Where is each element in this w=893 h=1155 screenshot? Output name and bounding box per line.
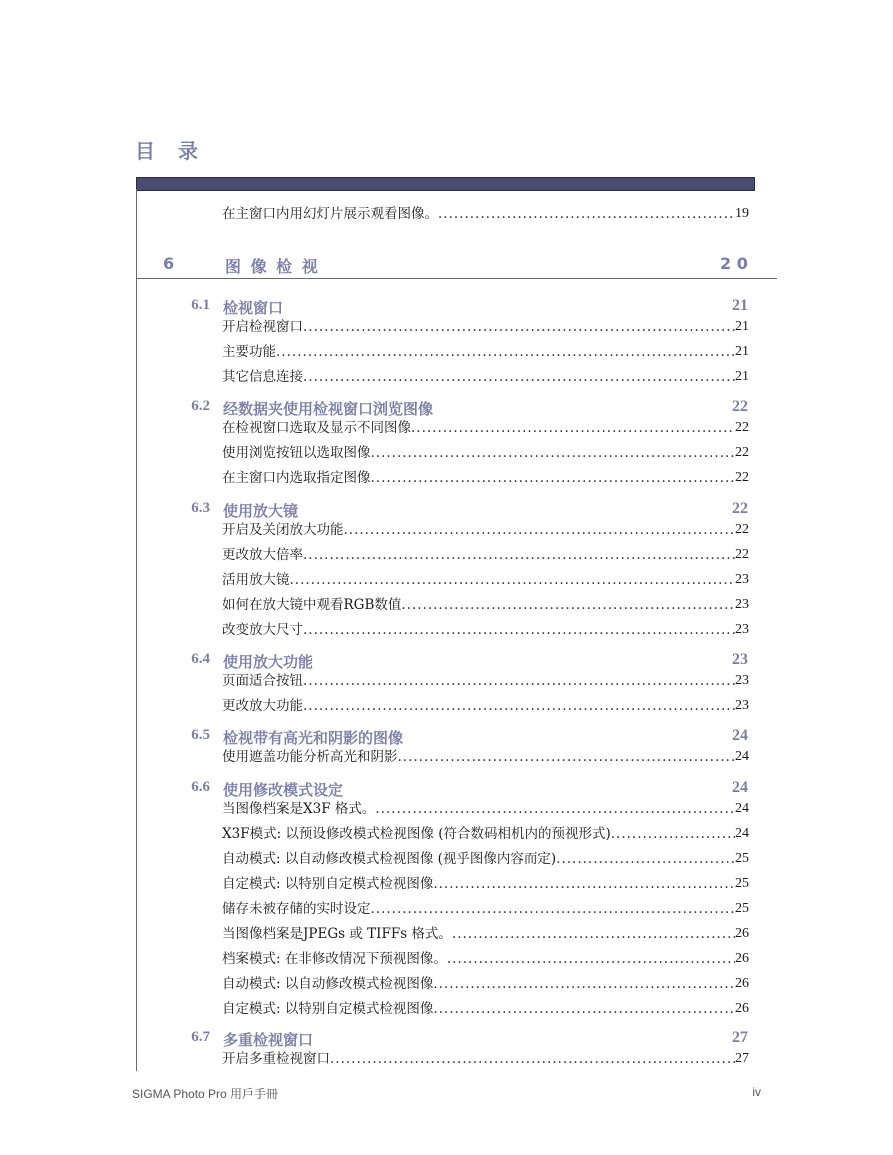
toc-entry-page: 25 [735, 851, 749, 866]
dot-leader [433, 1000, 735, 1018]
toc-entry-text: 当图像档案是JPEGs 或 TIFFs 格式。 [222, 926, 452, 942]
dot-leader [290, 571, 736, 589]
toc-entry[interactable] [222, 946, 749, 968]
dot-leader [303, 697, 735, 715]
toc-entry-text: 开启多重检视窗口 [222, 1051, 330, 1067]
toc-entry-page: 23 [735, 572, 749, 587]
dot-leader [371, 444, 736, 462]
toc-entry-page: 24 [735, 749, 749, 764]
section-number: 6.4 [191, 651, 210, 667]
chapter-title[interactable]: 图 像 检 视 [225, 257, 320, 276]
section-title[interactable]: 检视带有高光和阴影的图像 [223, 729, 404, 747]
toc-entry[interactable] [222, 567, 749, 589]
dot-leader [303, 621, 735, 639]
footer-title: SIGMA Photo Pro 用戶手冊 [132, 1087, 279, 1101]
section-title[interactable]: 使用放大功能 [223, 653, 314, 671]
toc-entry[interactable] [222, 517, 749, 539]
section-page: 23 [732, 651, 748, 668]
dot-leader [438, 205, 735, 223]
toc-entry-text: 开启检视窗口 [222, 319, 303, 335]
toc-entry-text: 更改放大倍率 [222, 547, 303, 563]
toc-entry-page: 26 [735, 951, 749, 966]
toc-entry-text: 主要功能 [222, 344, 276, 360]
toc-entry-text: 开启及关闭放大功能 [222, 522, 344, 538]
left-rule [136, 189, 137, 1071]
toc-entry[interactable] [222, 971, 749, 993]
toc-entry[interactable] [222, 617, 749, 639]
section-title[interactable]: 使用修改模式设定 [223, 781, 344, 799]
toc-entry-page: 19 [735, 206, 749, 221]
toc-entry[interactable] [222, 668, 749, 690]
section-page: 22 [732, 500, 748, 517]
dot-leader [433, 875, 735, 893]
dot-leader [303, 672, 735, 690]
dot-leader [276, 343, 735, 361]
toc-entry-text: 使用浏览按钮以选取图像 [222, 445, 371, 461]
section-number: 6.6 [191, 779, 210, 795]
dot-leader [371, 900, 736, 918]
toc-entry-text: 活用放大镜 [222, 572, 290, 588]
chapter-number: 6 [163, 254, 175, 273]
toc-entry[interactable] [222, 339, 749, 361]
section-page: 21 [732, 297, 748, 314]
chapter-rule [136, 278, 777, 279]
section-title[interactable]: 使用放大镜 [223, 502, 299, 520]
toc-entry-text: 自动模式: 以自动修改模式检视图像 (视乎图像内容而定) [222, 851, 557, 867]
toc-entry-text: 在主窗口内用幻灯片展示观看图像。 [222, 206, 438, 222]
toc-entry[interactable] [222, 592, 749, 614]
section-page: 24 [732, 779, 748, 796]
dot-leader [375, 800, 735, 818]
toc-entry-text: 其它信息连接 [222, 369, 303, 385]
toc-entry-page: 26 [735, 976, 749, 991]
toc-entry-text: 自定模式: 以特别自定模式检视图像 [222, 1001, 434, 1017]
dot-leader [556, 850, 735, 868]
toc-entry[interactable] [222, 871, 749, 893]
toc-entry-text: 如何在放大镜中观看RGB数值 [222, 597, 402, 613]
toc-entry-text: 改变放大尺寸 [222, 622, 303, 638]
footer-page-number: iv [752, 1085, 761, 1099]
toc-entry[interactable] [222, 796, 749, 818]
toc-entry[interactable] [222, 744, 749, 766]
toc-entry[interactable] [222, 921, 749, 943]
toc-entry-page: 24 [735, 801, 749, 816]
toc-entry-text: 自动模式: 以自动修改模式检视图像 [222, 976, 434, 992]
toc-entry[interactable] [222, 846, 749, 868]
section-page: 22 [732, 398, 748, 415]
section-page: 27 [732, 1029, 748, 1046]
toc-entry[interactable] [222, 364, 749, 386]
dot-leader [433, 975, 735, 993]
toc-entry[interactable] [222, 1046, 749, 1068]
section-number: 6.5 [191, 727, 210, 743]
dot-leader [303, 546, 735, 564]
section-title[interactable]: 多重检视窗口 [223, 1031, 314, 1049]
toc-entry-text: 使用遮盖功能分析高光和阴影 [222, 749, 398, 765]
section-number: 6.3 [191, 500, 210, 516]
toc-entry-page: 26 [735, 926, 749, 941]
section-number: 6.7 [191, 1029, 210, 1045]
toc-entry-text: 自定模式: 以特别自定模式检视图像 [222, 876, 434, 892]
toc-entry-page: 21 [735, 369, 749, 384]
page-title: 目 录 [135, 139, 206, 163]
dot-leader [303, 368, 735, 386]
toc-entry-page: 23 [735, 673, 749, 688]
toc-entry-page: 25 [735, 901, 749, 916]
header-bar [136, 177, 755, 191]
toc-entry-page: 25 [735, 876, 749, 891]
toc-entry-page: 23 [735, 597, 749, 612]
toc-entry[interactable] [222, 896, 749, 918]
toc-entry[interactable] [222, 542, 749, 564]
dot-leader [401, 596, 735, 614]
toc-entry[interactable] [222, 465, 749, 487]
toc-entry[interactable] [222, 821, 749, 843]
dot-leader [447, 950, 735, 968]
toc-entry-page: 22 [735, 445, 749, 460]
toc-entry-text: 在检视窗口选取及显示不同图像 [222, 420, 411, 436]
dot-leader [398, 748, 736, 766]
section-number: 6.1 [191, 297, 210, 313]
toc-entry-page: 21 [735, 319, 749, 334]
dot-leader [611, 825, 735, 843]
dot-leader [371, 469, 736, 487]
chapter-page: 2 0 [720, 254, 748, 273]
toc-entry-text: 在主窗口内选取指定图像 [222, 470, 371, 486]
toc-entry[interactable] [222, 996, 749, 1018]
toc-entry[interactable] [222, 693, 749, 715]
toc-entry-page: 23 [735, 698, 749, 713]
dot-leader [344, 521, 736, 539]
toc-entry-page: 23 [735, 622, 749, 637]
toc-entry-page: 22 [735, 470, 749, 485]
toc-entry-page: 26 [735, 1001, 749, 1016]
dot-leader [452, 925, 735, 943]
toc-entry-page: 27 [735, 1051, 749, 1066]
toc-entry-text: 储存未被存储的实时设定 [222, 901, 371, 917]
section-number: 6.2 [191, 398, 210, 414]
toc-entry-page: 21 [735, 344, 749, 359]
toc-entry-text: 页面适合按钮 [222, 673, 303, 689]
toc-entry[interactable] [222, 314, 749, 336]
toc-entry[interactable] [222, 201, 749, 223]
toc-entry-text: X3F模式: 以预设修改模式检视图像 (符合数码相机内的预视形式) [222, 826, 611, 842]
toc-entry[interactable] [222, 440, 749, 462]
section-page: 24 [732, 727, 748, 744]
toc-entry-text: 档案模式: 在非修改情况下预视图像。 [222, 951, 447, 967]
toc-entry-text: 当图像档案是X3F 格式。 [222, 801, 376, 817]
dot-leader [303, 318, 735, 336]
toc-entry-text: 更改放大功能 [222, 698, 303, 714]
dot-leader [330, 1050, 735, 1068]
toc-entry-page: 22 [735, 420, 749, 435]
toc-entry-page: 24 [735, 826, 749, 841]
toc-entry-page: 22 [735, 522, 749, 537]
dot-leader [411, 419, 735, 437]
toc-entry-page: 22 [735, 547, 749, 562]
section-title[interactable]: 经数据夹使用检视窗口浏览图像 [223, 400, 434, 418]
section-title[interactable]: 检视窗口 [223, 299, 284, 317]
toc-entry[interactable] [222, 415, 749, 437]
